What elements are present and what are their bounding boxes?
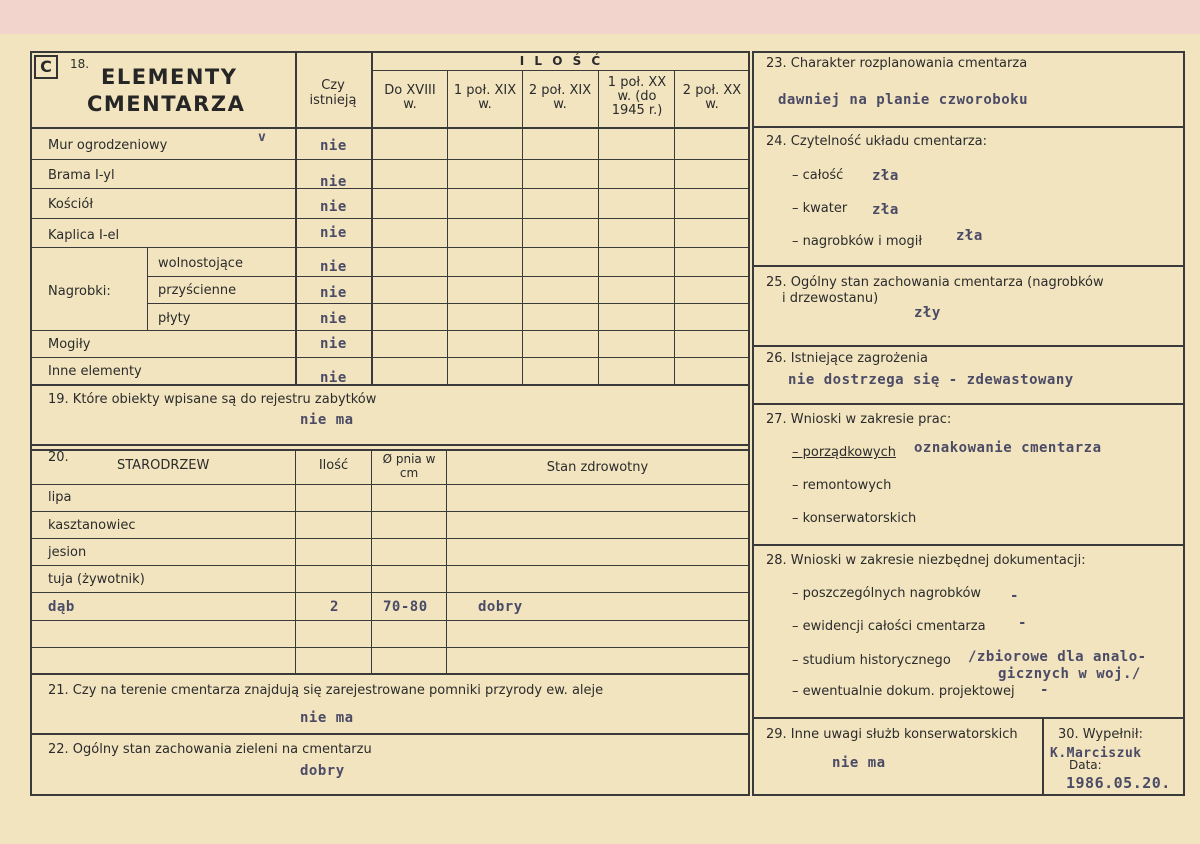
frame-line xyxy=(147,248,148,330)
frame-line xyxy=(522,71,523,385)
tree-qty: 2 xyxy=(330,599,339,615)
section-25-value: zły xyxy=(914,305,941,321)
section-24-item-value: zła xyxy=(872,202,899,218)
element-row-label: płyty xyxy=(158,311,191,326)
element-row-value: nie xyxy=(320,174,347,190)
section-28-item-label: – ewentualnie dokum. projektowej xyxy=(792,684,1015,699)
frame-line xyxy=(32,484,748,485)
period-header: Do XVIII w. xyxy=(384,83,436,112)
section-21-label: 21. Czy na terenie cmentarza znajdują się zarejestrowane pomniki przyrody ew. aleje xyxy=(48,683,604,698)
frame-line xyxy=(373,70,750,71)
section-24-item-value: zła xyxy=(872,168,899,184)
frame-line xyxy=(1183,51,1185,796)
tree-health: dobry xyxy=(478,599,523,615)
frame-line xyxy=(32,188,748,189)
section-28-label: 28. Wnioski w zakresie niezbędnej dokumentacji: xyxy=(766,553,1086,568)
frame-line xyxy=(32,565,748,566)
section-29-value: nie ma xyxy=(832,755,886,771)
col-quantity-header: I L O Ś Ć xyxy=(519,54,604,68)
frame-line xyxy=(1042,719,1044,795)
section-30-date-label: Data: xyxy=(1069,758,1102,772)
frame-line xyxy=(32,218,748,219)
element-row-value: nie xyxy=(320,259,347,275)
frame-line xyxy=(371,53,373,385)
frame-line xyxy=(752,51,1185,53)
section-18-number: 18. xyxy=(70,57,90,71)
section-23-label: 23. Charakter rozplanowania cmentarza xyxy=(766,56,1028,71)
frame-line xyxy=(148,303,748,304)
element-row-label: Kościół xyxy=(48,197,94,212)
frame-line xyxy=(752,51,754,796)
section-26-label: 26. Istniejące zagrożenia xyxy=(766,351,928,366)
frame-line xyxy=(32,538,748,539)
frame-line xyxy=(30,794,750,796)
element-row-value: nie xyxy=(320,336,347,352)
section-27-item-value: oznakowanie cmentarza xyxy=(914,440,1102,456)
section-26-value: nie dostrzega się - zdewastowany xyxy=(788,372,1074,388)
nagrobki-label: Nagrobki: xyxy=(48,284,111,299)
frame-line xyxy=(30,384,750,386)
section-22-value: dobry xyxy=(300,763,345,779)
frame-line xyxy=(752,265,1185,267)
tree-name: lipa xyxy=(48,490,72,505)
frame-line xyxy=(752,345,1185,347)
element-row-value: nie xyxy=(320,138,347,154)
frame-line xyxy=(32,247,748,248)
section-25-label-cont: i drzewostanu) xyxy=(782,291,879,306)
frame-line xyxy=(748,51,750,796)
section-25-label: 25. Ogólny stan zachowania cmentarza (nagrobków xyxy=(766,275,1104,290)
section-20-title: STARODRZEW xyxy=(117,458,210,473)
element-row-label: Mur ogrodzeniowy xyxy=(48,138,168,153)
tree-name: kasztanowiec xyxy=(48,518,136,533)
period-header: 1 poł. XIX w. xyxy=(453,83,517,112)
section-28-item-value: - xyxy=(1018,615,1027,631)
frame-line xyxy=(674,71,675,385)
top-pink-strip xyxy=(0,0,1200,36)
period-header: 2 poł. XIX w. xyxy=(528,83,592,112)
frame-line xyxy=(32,592,748,593)
col-qty-header: Ilość xyxy=(318,458,349,473)
section-18-title-line2: CMENTARZA xyxy=(87,92,246,116)
tree-name: dąb xyxy=(48,599,75,615)
frame-line xyxy=(148,276,748,277)
element-row-value: nie xyxy=(320,285,347,301)
section-30-label: 30. Wypełnił: xyxy=(1058,727,1143,742)
frame-line xyxy=(32,647,748,648)
section-27-item-label: – remontowych xyxy=(792,478,892,493)
section-27-item-label: – konserwatorskich xyxy=(792,511,917,526)
frame-line xyxy=(32,620,748,621)
section-28-item-value: - xyxy=(1010,588,1019,604)
frame-line xyxy=(752,717,1185,719)
section-30-name: K.Marciszuk xyxy=(1050,746,1142,761)
frame-line xyxy=(447,71,448,385)
section-28-item-value-cont: gicznych w woj./ xyxy=(998,666,1141,682)
record-card xyxy=(0,34,1200,844)
frame-line xyxy=(30,127,750,129)
section-19-value: nie ma xyxy=(300,412,354,428)
element-row-label: Kaplica I-el xyxy=(48,228,120,243)
frame-line xyxy=(32,357,748,358)
tree-name: jesion xyxy=(48,545,87,560)
tree-name: tuja (żywotnik) xyxy=(48,572,145,587)
element-row-value: nie xyxy=(320,370,347,386)
element-row-label: wolnostojące xyxy=(158,256,243,271)
frame-line xyxy=(752,403,1185,405)
section-18-title-line1: ELEMENTY xyxy=(101,65,238,89)
section-30-date: 1986.05.20. xyxy=(1066,774,1171,792)
section-28-item-label: – studium historycznego xyxy=(792,653,951,668)
period-header: 1 poł. XX w. (do 1945 r.) xyxy=(607,75,667,118)
frame-line xyxy=(32,511,748,512)
section-28-item-value: /zbiorowe dla analo- xyxy=(968,649,1147,665)
frame-line xyxy=(30,449,750,451)
check-mark: v xyxy=(258,130,267,145)
tree-diam: 70-80 xyxy=(383,599,428,615)
element-row-value: nie xyxy=(320,225,347,241)
element-row-label: Inne elementy xyxy=(48,364,142,379)
section-24-label: 24. Czytelność układu cmentarza: xyxy=(766,134,988,149)
col-diam-header: Ø pnia w cm xyxy=(382,452,436,480)
frame-line xyxy=(30,733,750,735)
element-row-label: przyścienne xyxy=(158,283,237,298)
section-27-label: 27. Wnioski w zakresie prac: xyxy=(766,412,952,427)
col-health-header: Stan zdrowotny xyxy=(546,460,649,475)
frame-line xyxy=(598,71,599,385)
section-24-item-label: – całość xyxy=(792,168,844,183)
frame-line xyxy=(295,53,297,385)
section-letter-box: C xyxy=(34,55,58,79)
section-19-label: 19. Które obiekty wpisane są do rejestru zabytków xyxy=(48,392,377,407)
frame-line xyxy=(752,126,1185,128)
section-28-item-value: - xyxy=(1040,682,1049,698)
section-20-number: 20. xyxy=(48,450,69,465)
section-23-value: dawniej na planie czworoboku xyxy=(778,92,1029,108)
period-header: 2 poł. XX w. xyxy=(682,83,742,112)
element-row-value: nie xyxy=(320,311,347,327)
section-27-item-label: – porządkowych xyxy=(792,445,896,460)
frame-line xyxy=(30,51,750,53)
element-row-label: Brama I-yl xyxy=(48,168,115,183)
col-exists-header: Czy istnieją xyxy=(309,78,357,108)
element-row-label: Mogiły xyxy=(48,337,91,352)
section-21-value: nie ma xyxy=(300,710,354,726)
section-24-item-value: zła xyxy=(956,228,983,244)
frame-line xyxy=(30,51,32,796)
frame-line xyxy=(752,544,1185,546)
section-28-item-label: – poszczególnych nagrobków xyxy=(792,586,982,601)
section-24-item-label: – nagrobków i mogił xyxy=(792,234,923,249)
frame-line xyxy=(30,673,750,675)
frame-line xyxy=(752,794,1185,796)
section-29-label: 29. Inne uwagi służb konserwatorskich xyxy=(766,727,1018,742)
section-28-item-label: – ewidencji całości cmentarza xyxy=(792,619,986,634)
frame-line xyxy=(32,330,748,331)
section-22-label: 22. Ogólny stan zachowania zieleni na cmentarzu xyxy=(48,742,372,757)
frame-line xyxy=(30,444,750,446)
frame-line xyxy=(32,159,748,160)
element-row-value: nie xyxy=(320,199,347,215)
section-24-item-label: – kwater xyxy=(792,201,848,216)
